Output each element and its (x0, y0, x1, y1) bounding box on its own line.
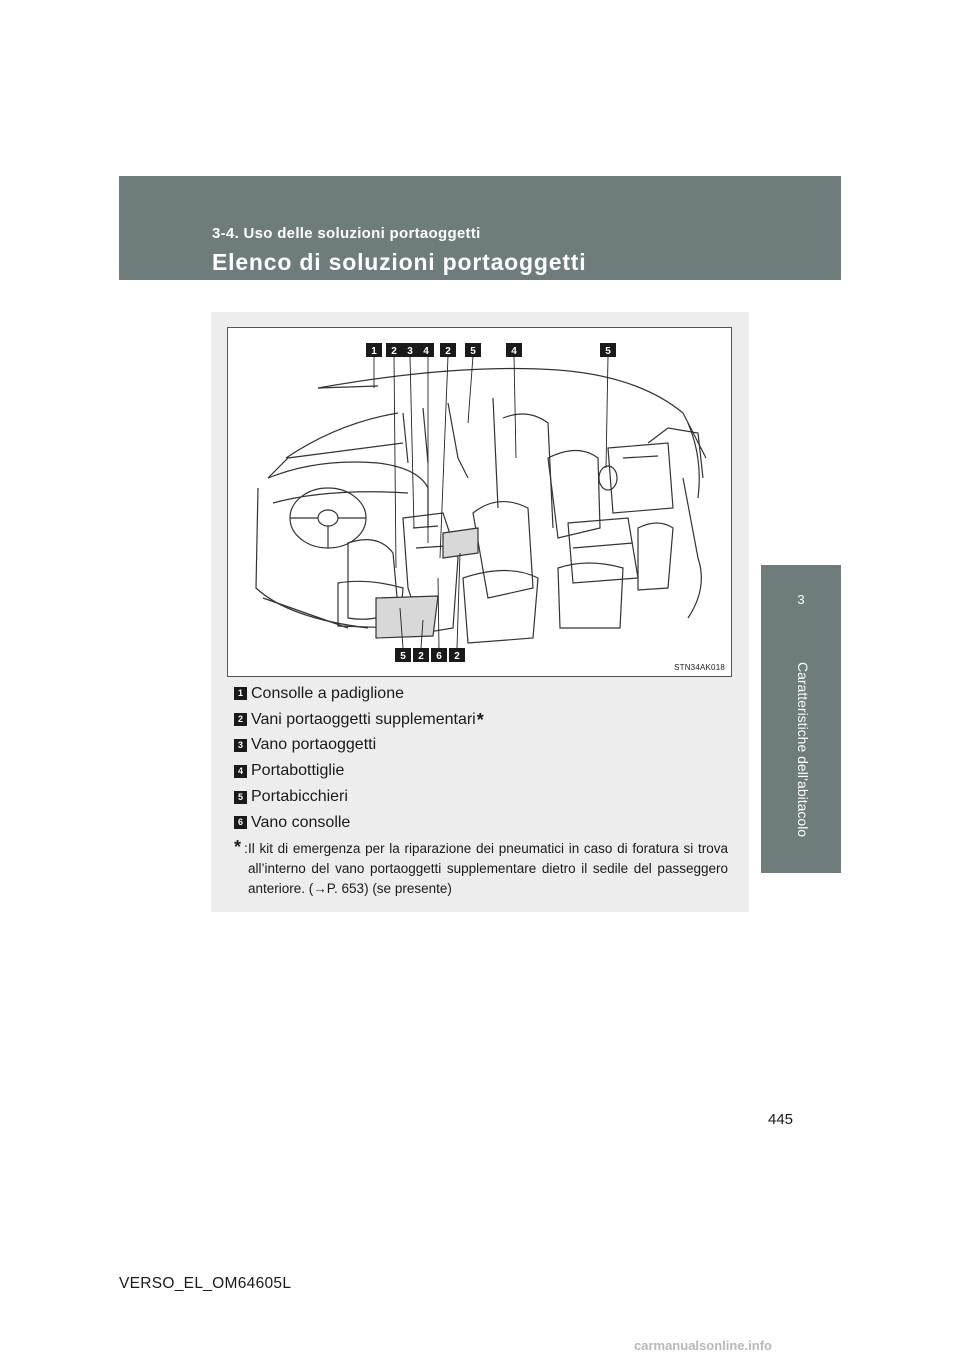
chapter-title: Caratteristiche dell’abitacolo (795, 662, 811, 838)
svg-text:6: 6 (436, 651, 442, 662)
legend-label: Consolle a padiglione (251, 684, 404, 702)
footnote-colon: : (244, 841, 248, 856)
legend-list (234, 681, 744, 836)
svg-text:4: 4 (511, 346, 517, 357)
legend-item (234, 810, 744, 836)
figure-code: STN34AK018 (674, 663, 725, 672)
callout-top-1 (366, 343, 382, 357)
svg-text:2: 2 (445, 346, 451, 357)
callout-bottom-3 (431, 648, 447, 662)
svg-text:5: 5 (400, 651, 406, 662)
callout-top-6 (465, 343, 481, 357)
legend-number: 3 (234, 739, 247, 752)
svg-text:2: 2 (418, 651, 424, 662)
legend-label: Vani portaoggetti supplementari (251, 710, 476, 728)
chapter-number-tab (761, 565, 841, 633)
chapter-number: 3 (797, 591, 805, 607)
callout-layer (228, 328, 731, 676)
footnote-text: Il kit di emergenza per la riparazione dei pneumatici in caso di foratura si trova all’interno del vano portaoggetti supplementare dietro il sedile del passeggero anteriore. (→P. 653) (se presente) (248, 841, 728, 896)
callout-top-7 (506, 343, 522, 357)
chapter-title-wrap (763, 640, 843, 860)
legend-item (234, 758, 744, 784)
svg-text:4: 4 (423, 346, 429, 357)
legend-number: 5 (234, 791, 247, 804)
legend-number: 2 (234, 713, 247, 726)
legend-number: 6 (234, 816, 247, 829)
svg-text:3: 3 (407, 346, 413, 357)
legend-item (234, 784, 744, 810)
svg-text:5: 5 (605, 346, 611, 357)
callout-top-4 (418, 343, 434, 357)
interior-illustration (227, 327, 732, 677)
footnote-star: * (234, 837, 242, 857)
callout-bottom-2 (413, 648, 429, 662)
callout-bottom-1 (395, 648, 411, 662)
callout-bottom-4 (449, 648, 465, 662)
legend-label: Vano portaoggetti (251, 736, 377, 754)
svg-text:1: 1 (371, 346, 377, 357)
callout-top-3 (402, 343, 418, 357)
footnote (234, 839, 728, 899)
watermark[interactable]: carmanualsonline.info (634, 1338, 772, 1353)
callout-top-8 (600, 343, 616, 357)
legend-item: 2 Vani portaoggetti supplementari * (234, 707, 744, 733)
legend-number: 1 (234, 687, 247, 700)
legend-label: Vano consolle (251, 813, 351, 831)
legend-label: Portabicchieri (251, 788, 348, 806)
document-code: VERSO_EL_OM64605L (119, 1275, 292, 1292)
header-band (119, 176, 841, 280)
callout-top-5 (440, 343, 456, 357)
svg-text:2: 2 (454, 651, 460, 662)
legend-number: 4 (234, 765, 247, 778)
legend-item (234, 733, 744, 759)
svg-text:2: 2 (391, 346, 397, 357)
svg-text:5: 5 (470, 346, 476, 357)
page-number: 445 (768, 1111, 794, 1128)
legend-label: Portabottiglie (251, 762, 345, 780)
page-title: Elenco di soluzioni portaoggetti (212, 249, 587, 275)
callout-top-2 (386, 343, 402, 357)
legend-item (234, 681, 744, 707)
section-label: 3-4. Uso delle soluzioni portaoggetti (212, 225, 481, 242)
